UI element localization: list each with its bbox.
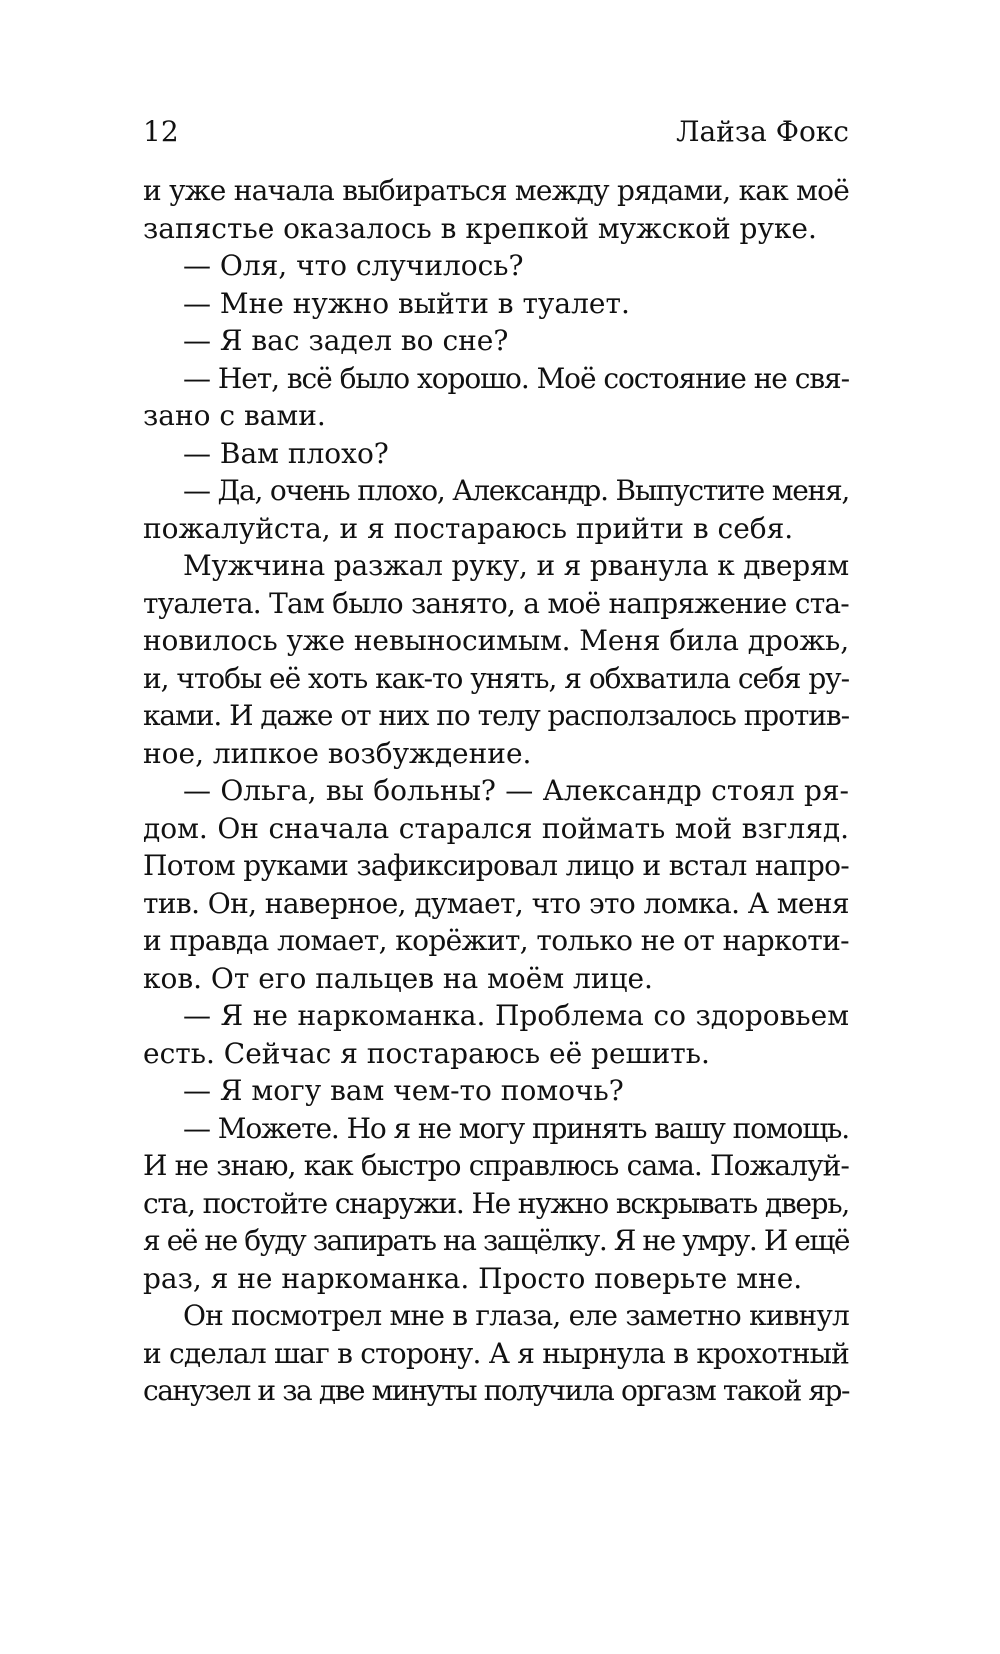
dialogue-line: — Вам плохо?	[183, 436, 389, 470]
dialogue-line: — Я не наркоманка. Проблема со здоровьем	[183, 999, 849, 1032]
text-line: зано с вами.	[143, 399, 326, 432]
dialogue-line: — Мне нужно выйти в туалет.	[183, 286, 630, 320]
text-line: туалета. Там было занято, а моё напряжение ста-	[143, 586, 849, 620]
page-number: 12	[143, 115, 179, 148]
dialogue-line: — Да, очень плохо, Александр. Выпустите меня,	[183, 474, 849, 507]
text-line: ное, липкое возбуждение.	[143, 736, 532, 770]
text-line: Потом руками зафиксировал лицо и встал напро-	[143, 849, 849, 882]
dialogue-line: — Можете. Но я не могу принять вашу помощь.	[183, 1111, 849, 1145]
text-line: тив. Он, наверное, думает, что это ломка. А меня	[143, 886, 849, 920]
text-line: и, чтобы её хоть как-то унять, я обхватила себя ру-	[143, 661, 849, 695]
paragraph-start-line: Мужчина разжал руку, и я рванула к дверям	[183, 549, 849, 582]
dialogue-line: — Я вас задел во сне?	[183, 324, 509, 357]
text-line: новилось уже невыносимым. Меня била дрожь,	[143, 624, 849, 657]
running-title: Лайза Фокс	[676, 115, 849, 148]
text-line: и уже начала выбираться между рядами, как моё	[143, 174, 849, 207]
text-line: И не знаю, как быстро справлюсь сама. Пожалуй-	[143, 1149, 849, 1182]
body-text	[143, 172, 849, 1410]
text-line: раз, я не наркоманка. Просто поверьте мне.	[143, 1261, 803, 1295]
dialogue-line: — Оля, что случилось?	[183, 249, 524, 282]
dialogue-line: — Ольга, вы больны? — Александр стоял ря-	[183, 774, 849, 807]
text-line: запястье оказалось в крепкой мужской руке.	[143, 211, 817, 245]
dialogue-line: — Нет, всё было хорошо. Моё состояние не свя-	[183, 361, 849, 395]
dialogue-line: — Я могу вам чем-то помочь?	[183, 1074, 624, 1107]
running-header	[143, 112, 849, 152]
text-line: есть. Сейчас я постараюсь её решить.	[143, 1036, 710, 1070]
text-line: ста, постойте снаружи. Не нужно вскрывать дверь,	[143, 1186, 849, 1220]
text-line: и правда ломает, корёжит, только не от наркоти-	[143, 924, 849, 957]
text-line: ками. И даже от них по телу расползалось против-	[143, 699, 849, 732]
text-line: санузел и за две минуты получила оргазм такой яр-	[143, 1374, 849, 1407]
text-line: пожалуйста, и я постараюсь прийти в себя.	[143, 511, 794, 545]
paragraph-start-line: Он посмотрел мне в глаза, еле заметно кивнул	[183, 1299, 849, 1332]
book-page	[143, 0, 849, 1654]
text-line: я её не буду запирать на защёлку. Я не умру. И ещё	[143, 1224, 849, 1257]
text-line: дом. Он сначала старался поймать мой взгляд.	[143, 811, 849, 845]
text-line: и сделал шаг в сторону. А я нырнула в крохотный	[143, 1336, 849, 1370]
text-line: ков. От его пальцев на моём лице.	[143, 961, 653, 995]
